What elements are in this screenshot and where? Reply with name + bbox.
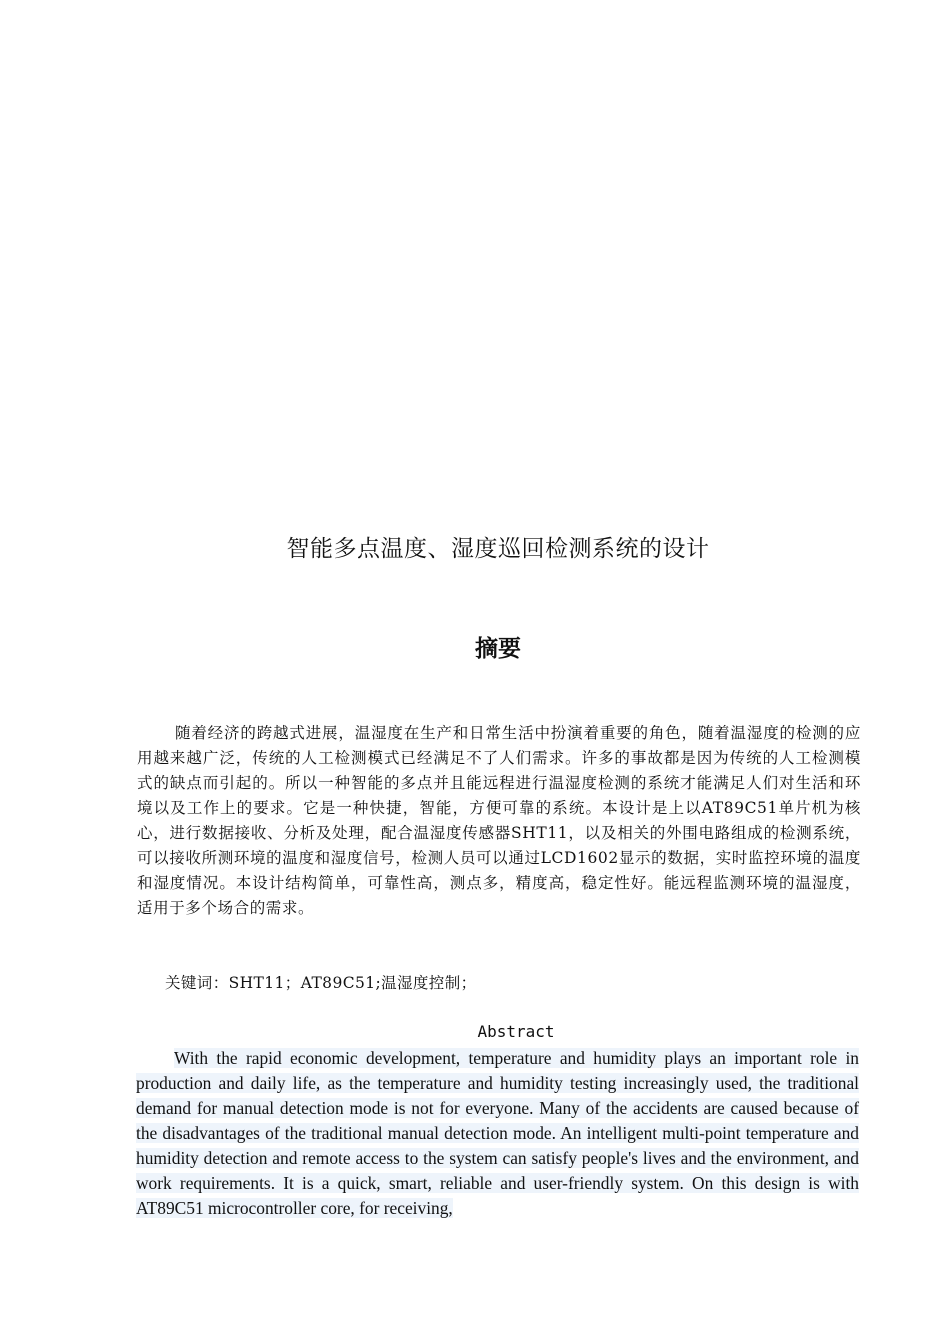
abstract-cn-heading: 摘要 <box>475 636 521 662</box>
abstract-en-paragraph <box>136 1046 859 1221</box>
abstract-en-text: With the rapid economic development, temperature and humidity plays an important role in production and daily life, as the temperature and humidity testing increasingly used, the traditional demand for manual detection mode is not for everyone. Many of the accidents are caused because of the disadvantages of the traditional manual detection mode. An intelligent multi-point temperature and humidity detection and remote access to the system can satisfy people's lives and the environment, and work requirements. It is a quick, smart, reliable and user-friendly system. On this design is with AT89C51 microcontroller core, for receiving, <box>136 1048 859 1218</box>
keywords-line: 关键词：SHT11；AT89C51;温湿度控制； <box>165 974 477 992</box>
abstract-en-heading: Abstract <box>477 1022 555 1041</box>
abstract-cn-paragraph: 随着经济的跨越式进展，温湿度在生产和日常生活中扮演着重要的角色，随着温湿度的检测的应用越来越广泛，传统的人工检测模式已经满足不了人们需求。许多的事故都是因为传统的人工检测模式的缺点而引起的。所以一种智能的多点并且能远程进行温湿度检测的系统才能满足人们对生活和环境以及工作上的要求。它是一种快捷，智能，方便可靠的系统。本设计是上以AT89C51单片机为核心，进行数据接收、分析及处理，配合温湿度传感器SHT11，以及相关的外围电路组成的检测系统，可以接收所测环境的温度和湿度信号，检测人员可以通过LCD1602显示的数据，实时监控环境的温度和湿度情况。本设计结构简单，可靠性高，测点多，精度高，稳定性好。能远程监测环境的温湿度，适用于多个场合的需求。 <box>137 724 861 917</box>
document-title: 智能多点温度、湿度巡回检测系统的设计 <box>286 536 710 562</box>
